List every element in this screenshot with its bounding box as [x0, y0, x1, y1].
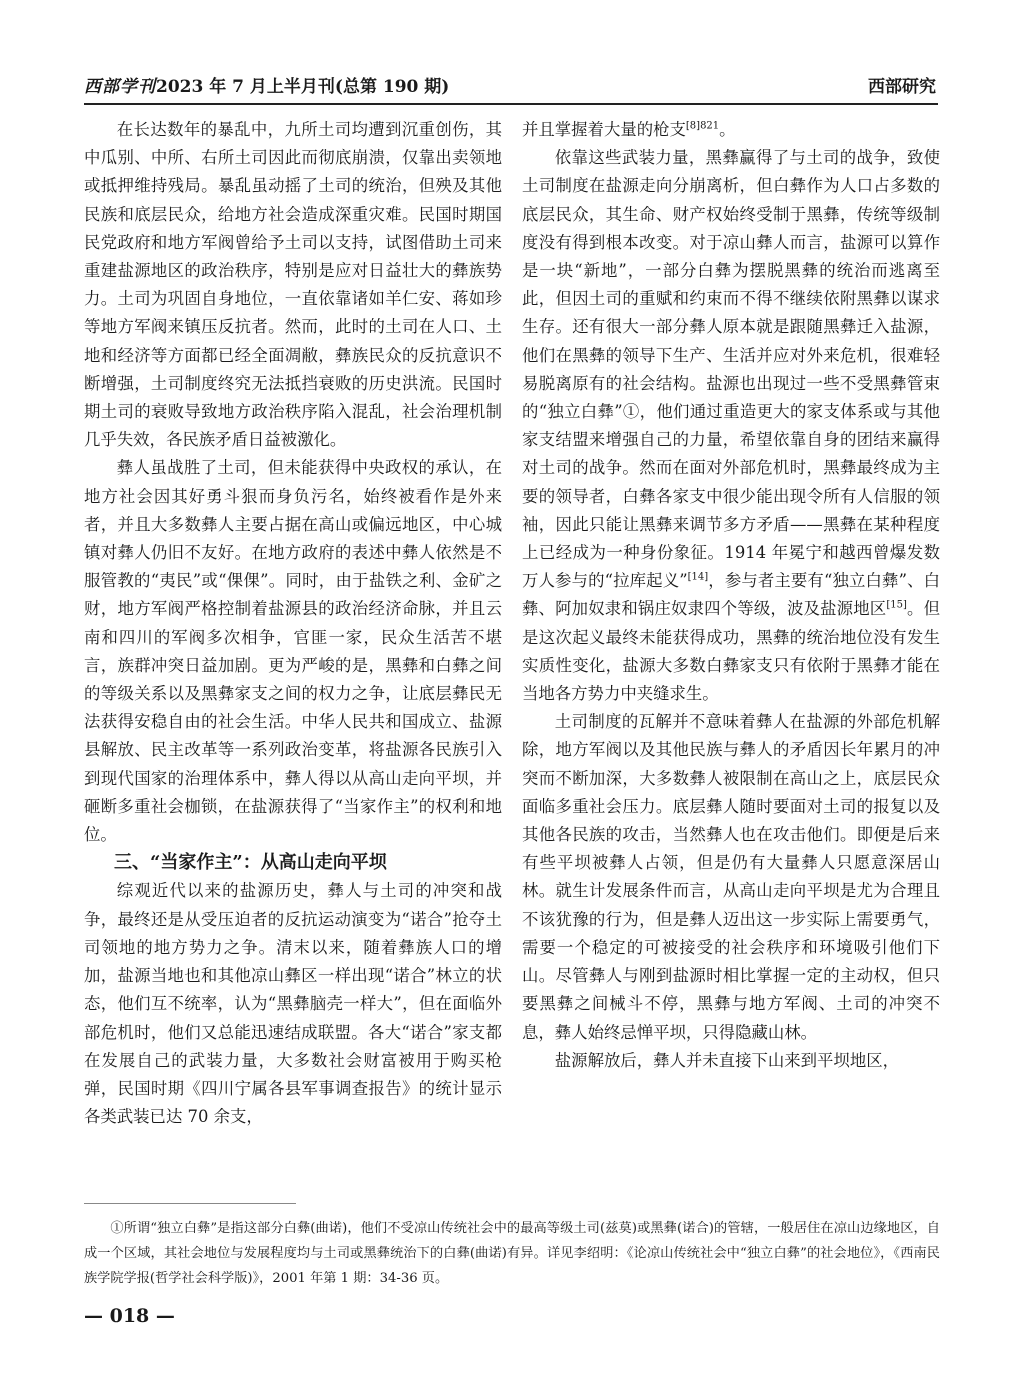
paragraph-continued: 并且掌握着大量的枪支$^{[8]821}$。 — [522, 120, 736, 139]
citation: [14] — [687, 571, 709, 583]
running-header-journal — [84, 72, 449, 97]
right-column — [522, 116, 940, 1075]
left-column — [84, 116, 502, 1131]
section-heading: 三、“当家作主”：从高山走向平坝 — [114, 852, 387, 874]
paragraph: 在长达数年的暴乱中，九所土司均遭到沉重创伤，其中瓜别、中所、右所土司因此而彻底崩溃，仅靠出卖领地或抵押维持残局。暴乱虽动摇了土司的统治，但殃及其他民族和底层民众，给地方社会造成深重灾难。民国时期国民党政府和地方军阀曾给予土司以支持，试图借助土司来重建盐源地区的政治秩序，特别是应对日益壮大的彝族势力。土司为巩固自身地位，一直依靠诸如羊仁安、蒋如珍等地方军阀来镇压反抗者。然而，此时的土司在人口、土地和经济等方面都已经全面凋敝，彝族民众的反抗意识不断增强，土司制度终究无法抵挡衰败的历史洪流。民国时期土司的衰败导致地方政治秩序陷入混乱，社会治理机制几乎失效，各民族矛盾日益被激化。 — [84, 120, 502, 450]
journal-logo: 西部学刊 — [84, 77, 156, 97]
citation: [15] — [886, 599, 907, 611]
paragraph: 依靠这些武装力量，黑彝赢得了与土司的战争，致使土司制度在盐源走向分崩离析，但白彝作为人口占多数的底层民众，其生命、财产权始终受制于黑彝，传统等级制度没有得到根本改变。对于凉山彝人而言，盐源可以算作是一块“新地”，一部分白彝为摆脱黑彝的统治而逃离至此，但因土司的重赋和约束而不得不继续依附黑彝以谋求生存。还有很大一部分彝人原本就是跟随黑彝迁入盐源，他们在黑彝的领导下生产、生活并应对外来危机，很难轻易脱离原有的社会结构。盐源也出现过一些不受黑彝管束的“独立白彝”①，他们通过重造更大的家支体系或与其他家支结盟来增强自己的力量，希望依靠自身的团结来赢得对土司的战争。然而在面对外部危机时，黑彝最终成为主要的领导者，白彝各家支中很少能出现令所有人信服的领袖，因此只能让黑彝来调节多方矛盾——黑彝在某种程度上已经成为一种身份象征。1914 年冕宁和越西曾爆发数万人参与的“拉库起义”[14]，参与者主要有“独立白彝”、白彝、阿加奴隶和锅庄奴隶四个等级，波及盐源地区[15]。但是这次起义最终未能获得成功，黑彝的统治地位没有发生实质性变化，盐源大多数白彝家支只有依附于黑彝才能在当地各方势力中夹缝求生。 — [522, 148, 941, 704]
paragraph: 盐源解放后，彝人并未直接下山来到平坝地区， — [554, 1050, 899, 1070]
paragraph: 综观近代以来的盐源历史，彝人与土司的冲突和战争，最终还是从受压迫者的反抗运动演变为“诺合”抢夺土司领地的地方势力之争。清末以来，随着彝族人口的增加，盐源当地也和其他凉山彝区一样出现“诺合”林立的状态，他们互不统率，认为“黑彝脑壳一样大”，但在面临外部危机时，他们又总能迅速结成联盟。各大“诺合”家支都在发展自己的武装力量，大多数社会财富被用于购买枪弹，民国时期《四川宁属各县军事调查报告》的统计显示各类武装已达 70 余支， — [84, 881, 502, 1127]
citation: [8]821 — [685, 120, 720, 132]
section-label: 西部研究 — [868, 77, 936, 97]
footnote-rule — [84, 1203, 296, 1204]
header-rule — [84, 103, 938, 105]
footnote: ①所谓“独立白彝”是指这部分白彝(曲诺)，他们不受凉山传统社会中的最高等级土司(兹莫)或黑彝(诺合)的管辖，一般居住在凉山边缘地区，自成一个区域，其社会地位与发展程度均与土司或黑彝统治下的白彝(曲诺)有异。详见李绍明：《论凉山传统社会中“独立白彝”的社会地位》，《西南民族学院学报(哲学社会科学版)》，2001 年第 1 期：34-36 页。 — [84, 1221, 940, 1286]
page-number: — 018 — — [84, 1305, 175, 1327]
issue-info: 2023 年 7 月上半月刊(总第 190 期) — [156, 77, 450, 97]
paragraph: 彝人虽战胜了土司，但未能获得中央政权的承认，在地方社会因其好勇斗狠而身负污名，始终被看作是外来者，并且大多数彝人主要占据在高山或偏远地区，中心城镇对彝人仍旧不友好。在地方政府的表述中彝人依然是不服管教的“夷民”或“倮倮”。同时，由于盐铁之利、金矿之财，地方军阀严格控制着盐源县的政治经济命脉，并且云南和四川的军阀多次相争，官匪一家，民众生活苦不堪言，族群冲突日益加剧。更为严峻的是，黑彝和白彝之间的等级关系以及黑彝家支之间的权力之争，让底层彝民无法获得安稳自由的社会生活。中华人民共和国成立、盐源县解放、民主改革等一系列政治变革，将盐源各民族引入到现代国家的治理体系中，彝人得以从高山走向平坝，并砸断多重社会枷锁，在盐源获得了“当家作主”的权利和地位。 — [84, 458, 502, 845]
paragraph: 土司制度的瓦解并不意味着彝人在盐源的外部危机解除，地方军阀以及其他民族与彝人的矛盾因长年累月的冲突而不断加深，大多数彝人被限制在高山之上，底层民众面临多重社会压力。底层彝人随时要面对土司的报复以及其他各民族的攻击，当然彝人也在攻击他们。即便是后来有些平坝被彝人占领，但是仍有大量彝人只愿意深居山林。就生计发展条件而言，从高山走向平坝是尤为合理且不该犹豫的行为，但是彝人迈出这一步实际上需要勇气，需要一个稳定的可被接受的社会秩序和环境吸引他们下山。尽管彝人与刚到盐源时相比掌握一定的主动权，但只要黑彝之间械斗不停，黑彝与地方军阀、土司的冲突不息，彝人始终忌惮平坝，只得隐藏山林。 — [522, 712, 940, 1042]
